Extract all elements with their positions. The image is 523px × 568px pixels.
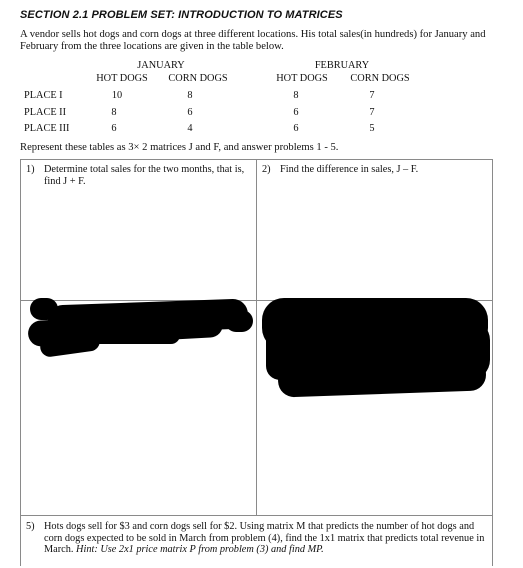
instructions: Represent these tables as 3× 2 matrices J and F, and answer problems 1 - 5. (20, 142, 339, 153)
col-header-jan-hot: HOT DOGS (96, 73, 148, 84)
intro-paragraph: A vendor sells hot dogs and corn dogs at three different locations. His total sales(in hundreds) for January and February from the three locations are given in the table below. (20, 29, 486, 52)
problem-text: Find the difference in sales, J – F. (280, 164, 419, 175)
row-label: PLACE II (24, 107, 67, 118)
page-title: SECTION 2.1 PROBLEM SET: INTRODUCTION TO MATRICES (20, 9, 343, 21)
row-label: PLACE I (24, 90, 63, 101)
problem-text: Determine total sales for the two months, that is, find J + F. (44, 164, 245, 187)
cell-feb-corn: 5 (369, 123, 375, 134)
row-label: PLACE III (24, 123, 70, 134)
problem-text: Hots dogs sell for $3 and corn dogs sell for $2. Using matrix M that predicts the number of hot dogs and corn dogs expected to be sold in March from problem (4), find the 1x1 matrix that predicts total revenue in March. (44, 521, 485, 555)
month-header-february: FEBRUARY (314, 60, 370, 71)
cell-jan-hot: 6 (111, 123, 117, 134)
cell-feb-hot: 8 (293, 90, 299, 101)
problem-number: 2) (262, 164, 271, 175)
problem-number: 5) (26, 521, 35, 532)
problem-number: 1) (26, 164, 35, 175)
cell-jan-corn: 6 (187, 107, 193, 118)
cell-jan-corn: 8 (187, 90, 193, 101)
col-header-jan-corn: CORN DOGS (168, 73, 228, 84)
col-header-feb-hot: HOT DOGS (276, 73, 328, 84)
problem-hint: Hint: Use 2x1 price matrix P from problem (3) and find MP. (76, 544, 324, 555)
cell-jan-hot: 10 (111, 90, 123, 101)
cell-feb-hot: 6 (293, 107, 299, 118)
cell-jan-corn: 4 (187, 123, 193, 134)
cell-feb-corn: 7 (369, 90, 375, 101)
col-header-feb-corn: CORN DOGS (350, 73, 410, 84)
grid-line-row3 (20, 515, 493, 516)
grid-line-left (20, 159, 21, 566)
grid-line-right (492, 159, 493, 566)
cell-feb-corn: 7 (369, 107, 375, 118)
cell-feb-hot: 6 (293, 123, 299, 134)
cell-jan-hot: 8 (111, 107, 117, 118)
grid-line-middle (256, 159, 257, 515)
month-header-january: JANUARY (137, 60, 185, 71)
